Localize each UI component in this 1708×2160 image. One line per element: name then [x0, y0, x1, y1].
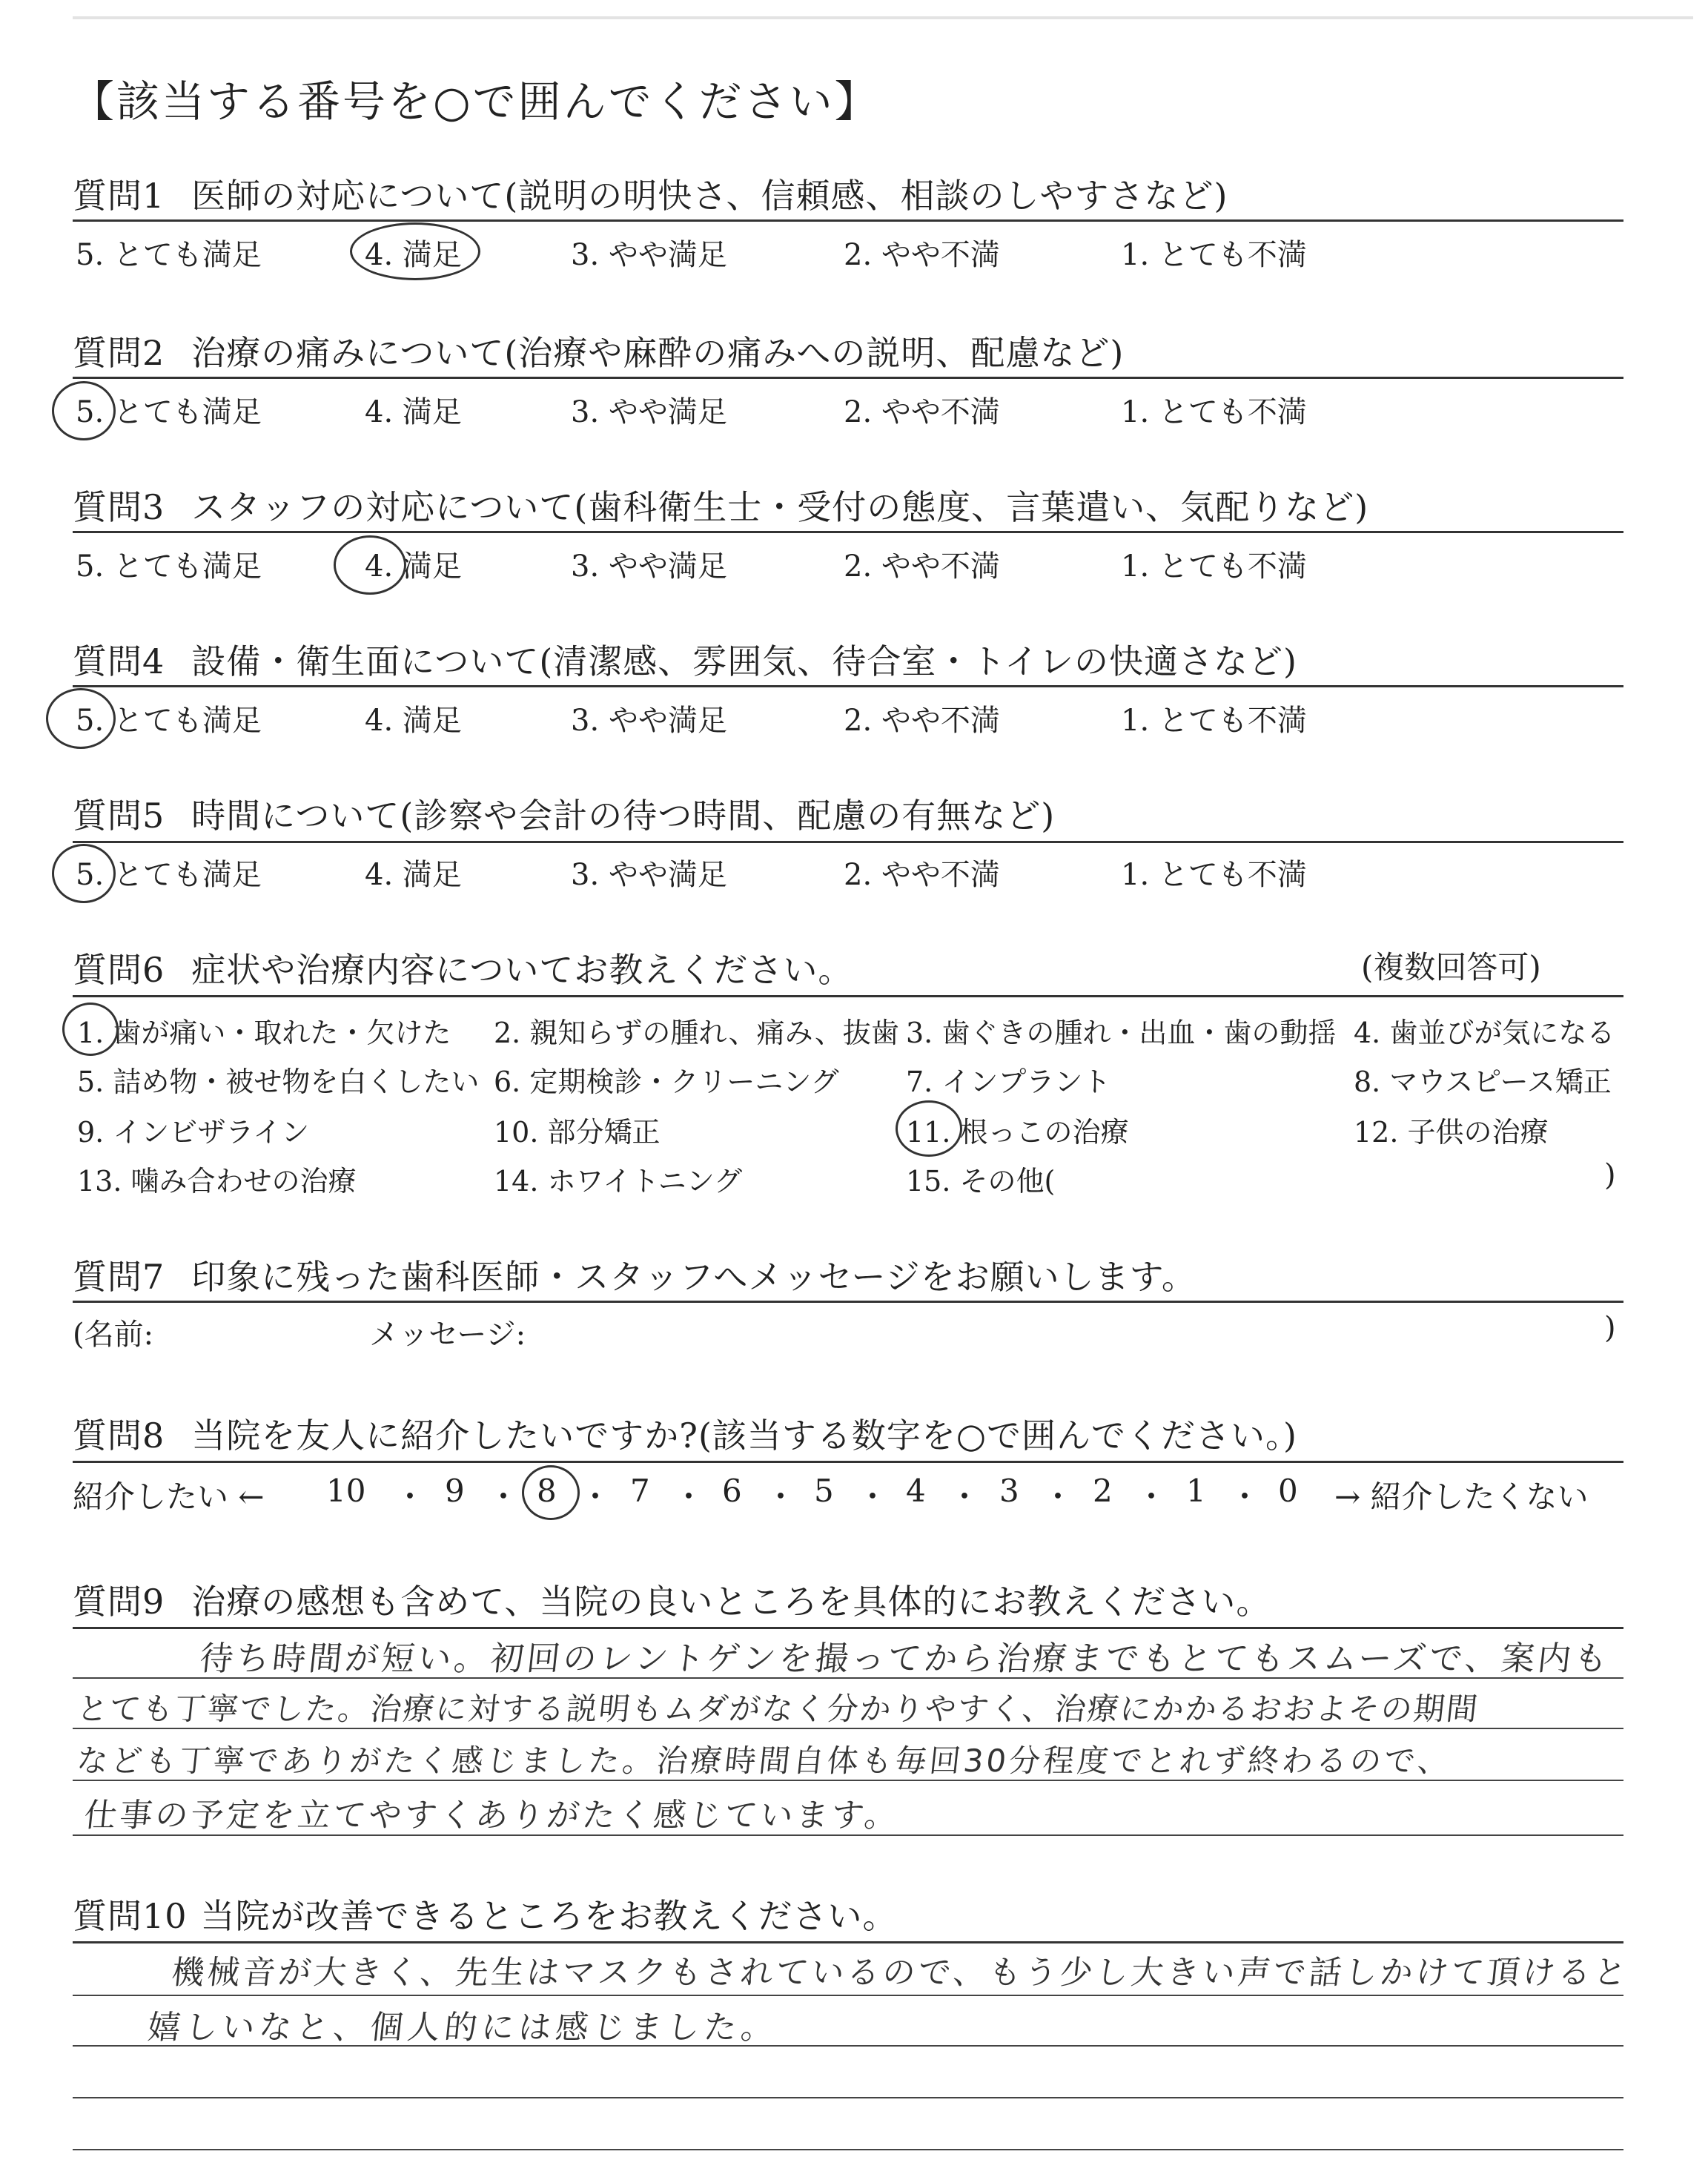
q1-option-1[interactable]: 1. とても不満 — [1121, 238, 1307, 272]
q8-scale-10[interactable]: 10 — [326, 1473, 366, 1509]
q3-selection-circle — [334, 535, 406, 595]
q10-rule — [73, 1941, 1623, 1943]
q3-title — [73, 480, 1368, 529]
q4-option-5[interactable]: 5. とても満足 — [76, 704, 262, 738]
q5-rule — [73, 841, 1623, 843]
q4-text: 設備・衛生面について(清潔感、雰囲気、待合室・トイレの快適さなど) — [191, 641, 1297, 681]
q6-option-5[interactable]: 5. 詰め物・被せ物を白くしたい — [77, 1066, 480, 1098]
q10-text: 当院が改善できるところをお教えください。 — [200, 1896, 898, 1936]
q1-rule — [73, 219, 1623, 222]
q6-other-close-paren: ) — [1604, 1158, 1616, 1192]
q4-number: 質問4 — [73, 641, 165, 681]
q8-separator: ・ — [394, 1479, 426, 1515]
q3-option-1[interactable]: 1. とても不満 — [1121, 549, 1307, 584]
q4-option-3[interactable]: 3. やや満足 — [571, 704, 727, 738]
q6-option-9[interactable]: 9. インビザライン — [77, 1116, 310, 1149]
q8-scale-1[interactable]: 1 — [1186, 1473, 1206, 1509]
q8-separator: ・ — [580, 1479, 612, 1515]
q5-option-5[interactable]: 5. とても満足 — [76, 858, 262, 892]
q6-option-2[interactable]: 2. 親知らずの腫れ、痛み、抜歯 — [494, 1017, 899, 1049]
q4-rule — [73, 685, 1623, 687]
q1-text: 医師の対応について(説明の明快さ、信頼感、相談のしやすさなど) — [191, 176, 1228, 216]
q10-answer-line — [73, 2149, 1623, 2150]
q6-option-4[interactable]: 4. 歯並びが気になる — [1354, 1017, 1615, 1049]
q2-option-4[interactable]: 4. 満足 — [365, 395, 462, 429]
q7-message-label: メッセージ: — [369, 1318, 526, 1352]
q10-answer-line — [73, 1995, 1623, 1996]
q8-scale-9[interactable]: 9 — [445, 1473, 465, 1509]
q4-option-4[interactable]: 4. 満足 — [365, 704, 462, 738]
q6-option-13[interactable]: 13. 噛み合わせの治療 — [77, 1165, 357, 1198]
q8-scale-2[interactable]: 2 — [1093, 1473, 1113, 1509]
q6-selection-circle-11 — [896, 1100, 962, 1157]
q7-title — [73, 1250, 1196, 1299]
q6-option-11[interactable]: 11. 根っこの治療 — [906, 1116, 1129, 1149]
q8-scale-5[interactable]: 5 — [814, 1473, 834, 1509]
q8-scale-7[interactable]: 7 — [630, 1473, 650, 1509]
q6-option-10[interactable]: 10. 部分矯正 — [494, 1116, 661, 1149]
q1-title — [73, 169, 1228, 218]
q6-text: 症状や治療内容についてお教えください。 — [191, 950, 853, 990]
q8-separator: ・ — [1229, 1479, 1261, 1515]
q6-selection-circle-1 — [62, 1003, 119, 1056]
q2-option-3[interactable]: 3. やや満足 — [571, 395, 727, 429]
q9-answer-line-4: 仕事の予定を立てやすくありがたく感じています。 — [82, 1797, 902, 1834]
q5-selection-circle — [52, 844, 116, 903]
q10-answer-line-2: 嬉しいなと、個人的には感じました。 — [145, 2009, 781, 2047]
q2-option-5[interactable]: 5. とても満足 — [76, 395, 262, 429]
q8-scale-8[interactable]: 8 — [537, 1473, 557, 1509]
q10-answer-line — [73, 2097, 1623, 2098]
q2-selection-circle — [52, 381, 116, 440]
q1-option-2[interactable]: 2. やや不満 — [844, 238, 1000, 272]
q8-separator: ・ — [857, 1479, 889, 1515]
q6-option-12[interactable]: 12. 子供の治療 — [1354, 1116, 1549, 1149]
q10-title — [73, 1889, 898, 1938]
q6-option-6[interactable]: 6. 定期検診・クリーニング — [494, 1066, 839, 1098]
q3-number: 質問3 — [73, 487, 165, 527]
q9-number: 質問9 — [73, 1582, 165, 1622]
q8-scale-4[interactable]: 4 — [906, 1473, 926, 1509]
q8-separator: ・ — [673, 1479, 705, 1515]
q8-separator: ・ — [949, 1479, 981, 1515]
q2-number: 質問2 — [73, 333, 165, 373]
q2-text: 治療の痛みについて(治療や麻酔の痛みへの説明、配慮など) — [191, 333, 1125, 373]
q8-scale-0[interactable]: 0 — [1278, 1473, 1298, 1509]
q1-option-4[interactable]: 4. 満足 — [365, 238, 462, 272]
q6-option-15[interactable]: 15. その他( — [906, 1165, 1056, 1198]
q8-title — [73, 1409, 1297, 1458]
q3-option-2[interactable]: 2. やや不満 — [844, 549, 1000, 584]
q3-option-4[interactable]: 4. 満足 — [365, 549, 462, 584]
q7-number: 質問7 — [73, 1257, 165, 1297]
q5-text: 時間について(診察や会計の待つ時間、配慮の有無など) — [191, 796, 1056, 836]
q8-left-label: 紹介したい ← — [73, 1479, 265, 1515]
page-heading: 【該当する番号を○で囲んでください】 — [71, 76, 880, 127]
q8-rule — [73, 1461, 1623, 1463]
q8-separator: ・ — [765, 1479, 797, 1515]
q4-option-2[interactable]: 2. やや不満 — [844, 704, 1000, 738]
q4-selection-circle — [46, 688, 116, 749]
q8-right-label: → 紹介したくない — [1334, 1479, 1589, 1515]
q8-scale-6[interactable]: 6 — [722, 1473, 742, 1509]
q10-number: 質問10 — [73, 1896, 188, 1936]
q3-text: スタッフの対応について(歯科衛生士・受付の態度、言葉遣い、気配りなど) — [191, 487, 1369, 527]
q3-option-3[interactable]: 3. やや満足 — [571, 549, 727, 584]
q7-text: 印象に残った歯科医師・スタッフへメッセージをお願いします。 — [191, 1257, 1196, 1297]
q7-close-paren: ) — [1604, 1311, 1616, 1345]
q9-answer-line-2: とても丁寧でした。治療に対する説明もムダがなく分かりやすく、治療にかかるおおよその期間 — [75, 1691, 1481, 1727]
q2-title — [73, 326, 1124, 375]
q6-option-8[interactable]: 8. マウスピース矯正 — [1354, 1066, 1612, 1098]
q6-title — [73, 943, 853, 992]
q5-option-4[interactable]: 4. 満足 — [365, 858, 462, 892]
q2-option-1[interactable]: 1. とても不満 — [1121, 395, 1307, 429]
q4-option-1[interactable]: 1. とても不満 — [1121, 704, 1307, 738]
q7-rule — [73, 1301, 1623, 1303]
q1-option-5[interactable]: 5. とても満足 — [76, 238, 262, 272]
q6-multiple-note: (複数回答可) — [1361, 949, 1541, 985]
q2-rule — [73, 377, 1623, 379]
q6-option-1[interactable]: 1. 歯が痛い・取れた・欠けた — [77, 1017, 451, 1049]
q9-title — [73, 1575, 1271, 1624]
q4-title — [73, 635, 1297, 684]
q6-rule — [73, 995, 1623, 997]
q10-answer-line-1: 機械音が大きく、先生はマスクもされているので、もう少し大きい声で話しかけて頂けると — [169, 1954, 1632, 1992]
q3-option-5[interactable]: 5. とても満足 — [76, 549, 262, 584]
q8-scale-3[interactable]: 3 — [999, 1473, 1019, 1509]
q1-number: 質問1 — [73, 176, 165, 216]
q7-name-label: (名前: — [73, 1318, 154, 1352]
q8-number: 質問8 — [73, 1416, 165, 1456]
q1-option-3[interactable]: 3. やや満足 — [571, 238, 727, 272]
q1-selection-circle — [350, 222, 480, 280]
q5-option-1[interactable]: 1. とても不満 — [1121, 858, 1307, 892]
q8-text: 当院を友人に紹介したいですか?(該当する数字を○で囲んでください。) — [191, 1416, 1297, 1456]
q6-option-3[interactable]: 3. 歯ぐきの腫れ・出血・歯の動揺 — [906, 1017, 1337, 1049]
q9-text: 治療の感想も含めて、当院の良いところを具体的にお教えください。 — [191, 1582, 1271, 1622]
q6-number: 質問6 — [73, 950, 165, 990]
q6-option-7[interactable]: 7. インプラント — [906, 1066, 1111, 1098]
q8-selection-circle — [522, 1465, 580, 1520]
q9-answer-line-1: 待ち時間が短い。初回のレントゲンを撮ってから治療までもとてもスムーズで、案内も — [197, 1639, 1613, 1678]
q5-option-2[interactable]: 2. やや不満 — [844, 858, 1000, 892]
q3-rule — [73, 531, 1623, 533]
q5-option-3[interactable]: 3. やや満足 — [571, 858, 727, 892]
q5-number: 質問5 — [73, 796, 165, 836]
q8-separator: ・ — [488, 1479, 520, 1515]
q2-option-2[interactable]: 2. やや不満 — [844, 395, 1000, 429]
top-border — [73, 16, 1693, 19]
q8-separator: ・ — [1136, 1479, 1168, 1515]
q8-separator: ・ — [1042, 1479, 1074, 1515]
q5-title — [73, 789, 1055, 838]
q9-rule — [73, 1627, 1623, 1629]
q6-option-14[interactable]: 14. ホワイトニング — [494, 1165, 743, 1198]
q9-answer-line-3: なども丁寧でありがたく感じました。治療時間自体も毎回30分程度でとれず終わるので、 — [75, 1743, 1454, 1779]
